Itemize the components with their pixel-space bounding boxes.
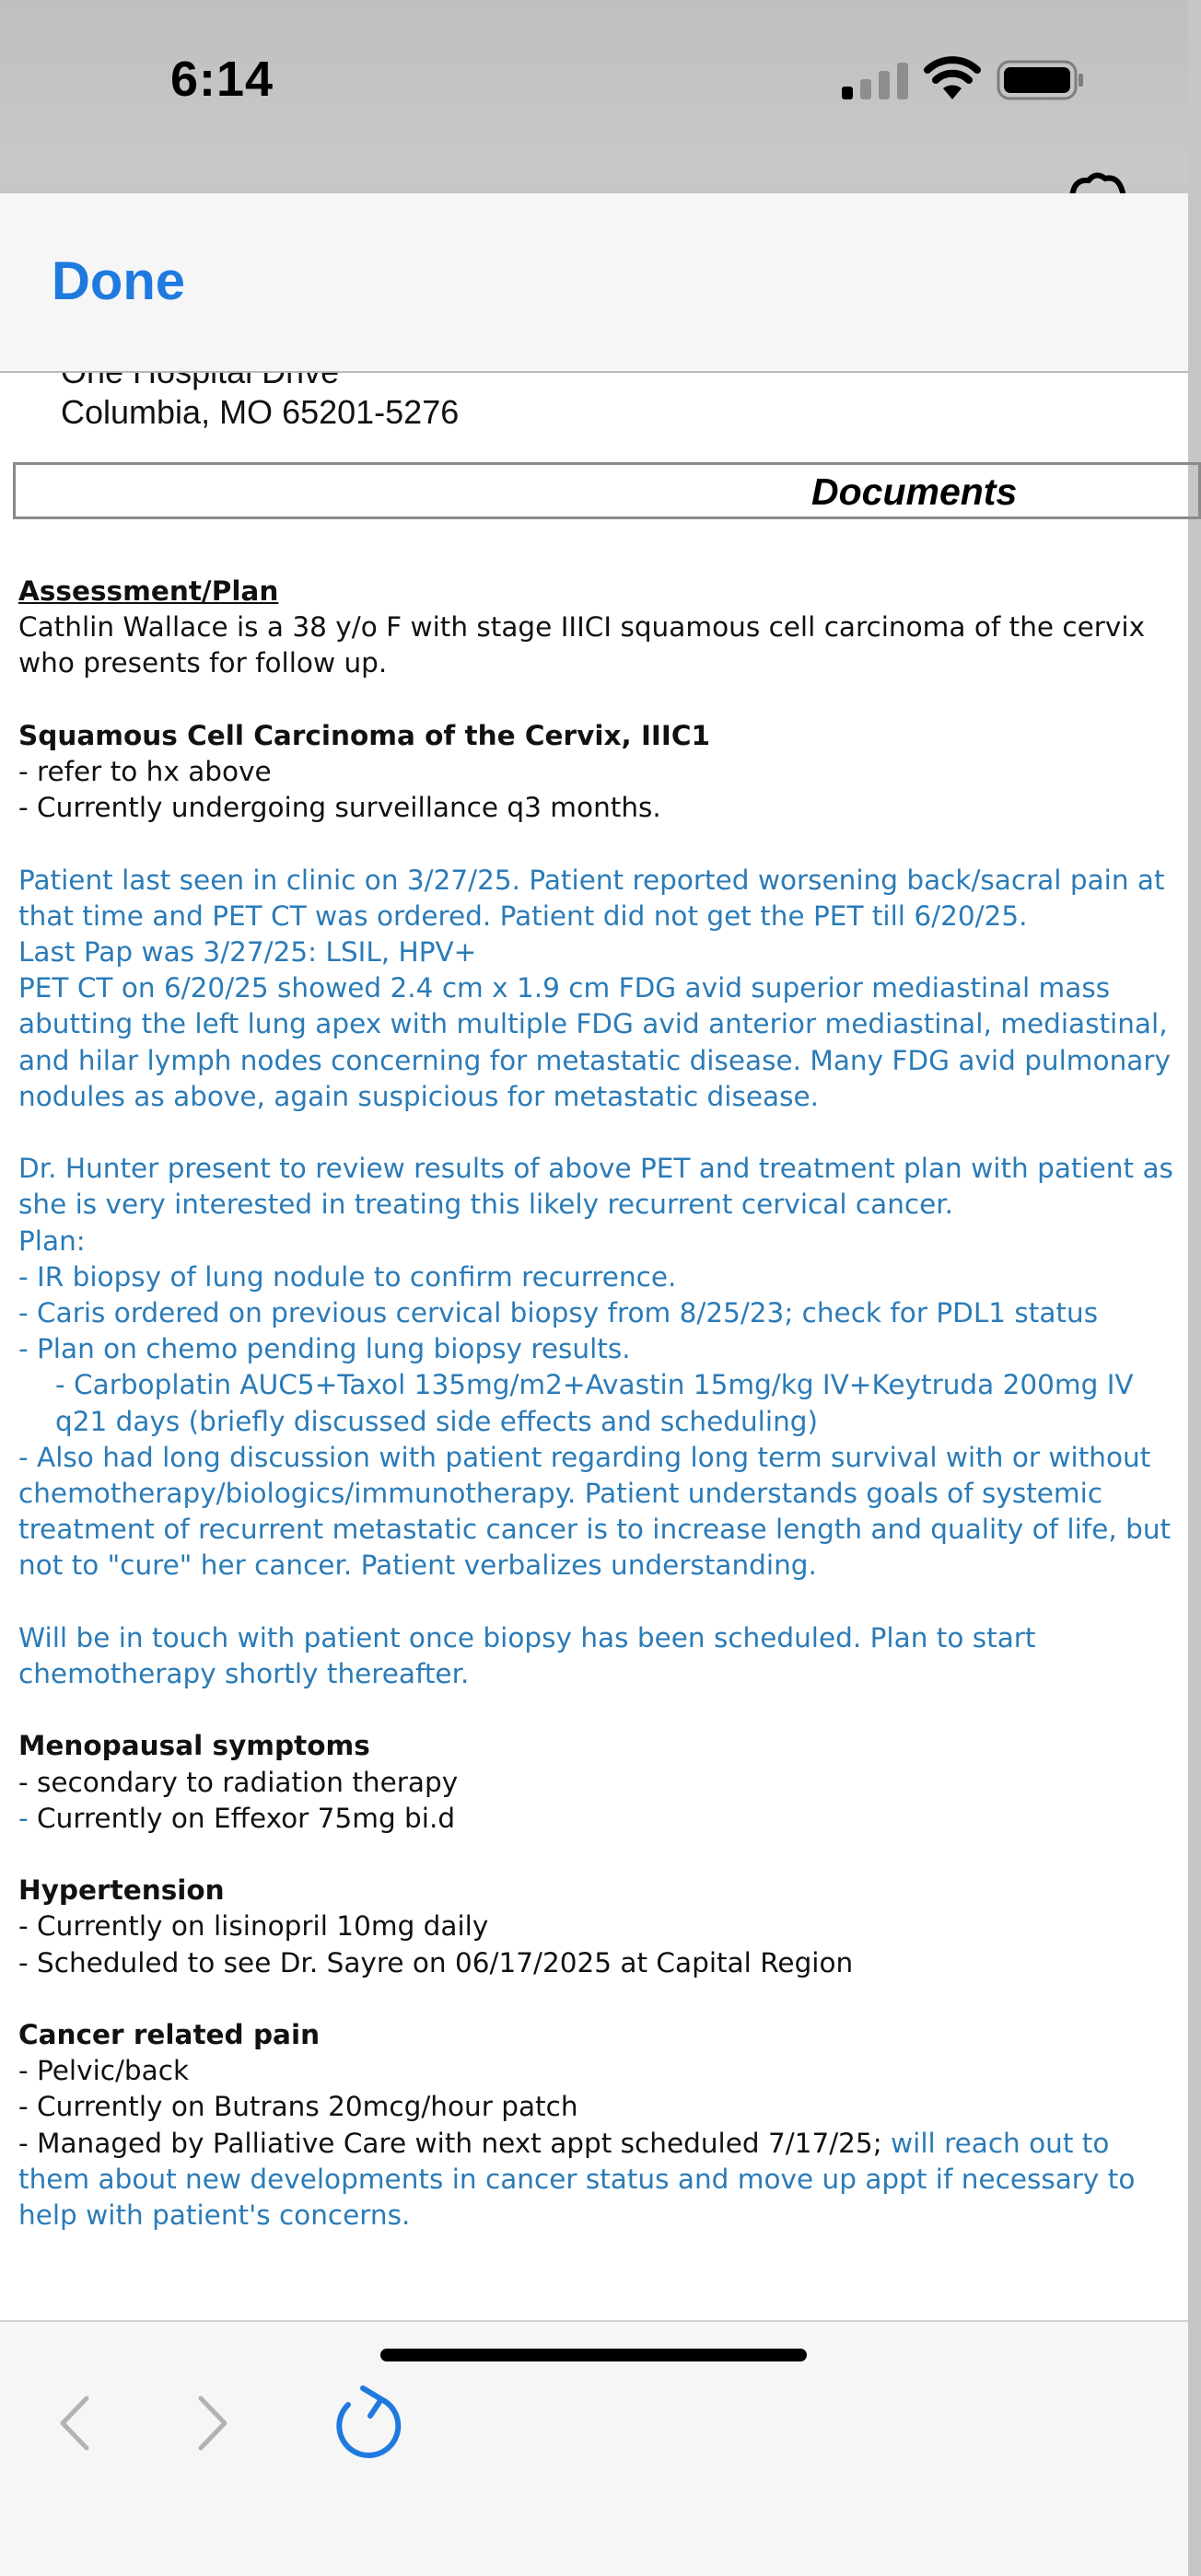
menopausal-heading: Menopausal symptoms	[18, 1730, 370, 1762]
wifi-icon	[923, 57, 982, 101]
assessment-intro: Cathlin Wallace is a 38 y/o F with stage IIICI squamous cell carcinoma of the cervix who presents for follow up.	[18, 611, 1146, 679]
chevron-left-icon[interactable]	[53, 2395, 96, 2452]
hypertension-heading: Hypertension	[18, 1874, 225, 1907]
menopausal-item	[18, 1801, 1181, 1837]
plan-intro: Dr. Hunter present to review results of above PET and treatment plan with patient as she is very interested in treating this likely recurrent cervical cancer.	[18, 1153, 1173, 1221]
palliative-item	[18, 2126, 1181, 2234]
chemo-regimen: - Carboplatin AUC5+Taxol 135mg/m2+Avastin 15mg/kg IV+Keytruda 200mg IV q21 days (briefly discussed side effects and scheduling)	[55, 1369, 1134, 1437]
pain-heading: Cancer related pain	[18, 2019, 321, 2051]
menopausal-item: - secondary to radiation therapy	[18, 1766, 459, 1798]
menopausal-dash: -	[18, 1802, 29, 1834]
pain-item: - Pelvic/back	[18, 2055, 190, 2087]
plan-followup: Will be in touch with patient once biopsy has been scheduled. Plan to start chemotherapy shortly thereafter.	[18, 1621, 1036, 1690]
battery-icon	[997, 59, 1085, 101]
scc-heading: Squamous Cell Carcinoma of the Cervix, IIIC1	[18, 719, 711, 751]
hypertension-item: - Currently on lisinopril 10mg daily	[18, 1910, 489, 1943]
plan-label: Plan:	[18, 1224, 86, 1257]
plan-discussion: - Also had long discussion with patient regarding long term survival with or without chemotherapy/biologics/immunotherapy. Patient understands goals of systemic treatment of recurrent metastatic cancer is to increase length and quality of life, but not to "cure" her cancer. Patient verbalizes understanding.	[18, 1441, 1172, 1582]
scc-item: - Currently undergoing surveillance q3 months.	[18, 792, 661, 824]
plan-item: - IR biopsy of lung nodule to confirm recurrence.	[18, 1260, 677, 1293]
document-sheet	[0, 193, 1188, 2574]
update-line: Patient last seen in clinic on 3/27/25. Patient reported worsening back/sacral pain at that time and PET CT was ordered. Patient did not get the PET till 6/20/25.	[18, 864, 1165, 932]
done-button[interactable]: Done	[52, 251, 185, 311]
update-line: PET CT on 6/20/25 showed 2.4 cm x 1.9 cm FDG avid superior mediastinal mass abutting the left lung apex with multiple FDG avid anterior mediastinal, mediastinal, and hilar lymph nodes concerning for metastatic disease. Many FDG avid pulmonary nodules as above, again suspicious for metastatic disease.	[18, 972, 1171, 1112]
assessment-heading: Assessment/Plan	[18, 575, 279, 607]
cellular-signal-icon	[840, 63, 910, 99]
plan-item: - Plan on chemo pending lung biopsy results.	[18, 1333, 631, 1365]
pain-item: - Currently on Butrans 20mcg/hour patch	[18, 2091, 578, 2123]
address-city-line: Columbia, MO 65201-5276	[61, 393, 460, 431]
status-time: 6:14	[170, 52, 274, 107]
chevron-right-icon[interactable]	[192, 2395, 234, 2452]
plan-item: - Caris ordered on previous cervical biopsy from 8/25/23; check for PDL1 status	[18, 1297, 1099, 1329]
document-content[interactable]	[0, 373, 1188, 2513]
menopausal-text: Currently on Effexor 75mg bi.d	[28, 1802, 456, 1834]
scc-item: - refer to hx above	[18, 756, 272, 787]
clinical-note	[18, 574, 1181, 2234]
palliative-update: will reach out to them about new developments in cancer status and move up appt if necessary to help with patient's concerns.	[18, 2127, 1136, 2232]
documents-title: Documents	[811, 470, 1018, 513]
documents-section-header	[13, 462, 1201, 519]
hypertension-item: - Scheduled to see Dr. Sayre on 06/17/2025 at Capital Region	[18, 1946, 854, 1978]
status-bar	[0, 0, 1188, 184]
update-line: Last Pap was 3/27/25: LSIL, HPV+	[18, 936, 477, 968]
sheet-nav-bar	[0, 193, 1188, 373]
palliative-text: - Managed by Palliative Care with next appt scheduled 7/17/25;	[18, 2127, 882, 2159]
home-indicator[interactable]	[380, 2349, 807, 2361]
reload-icon[interactable]	[330, 2385, 407, 2462]
